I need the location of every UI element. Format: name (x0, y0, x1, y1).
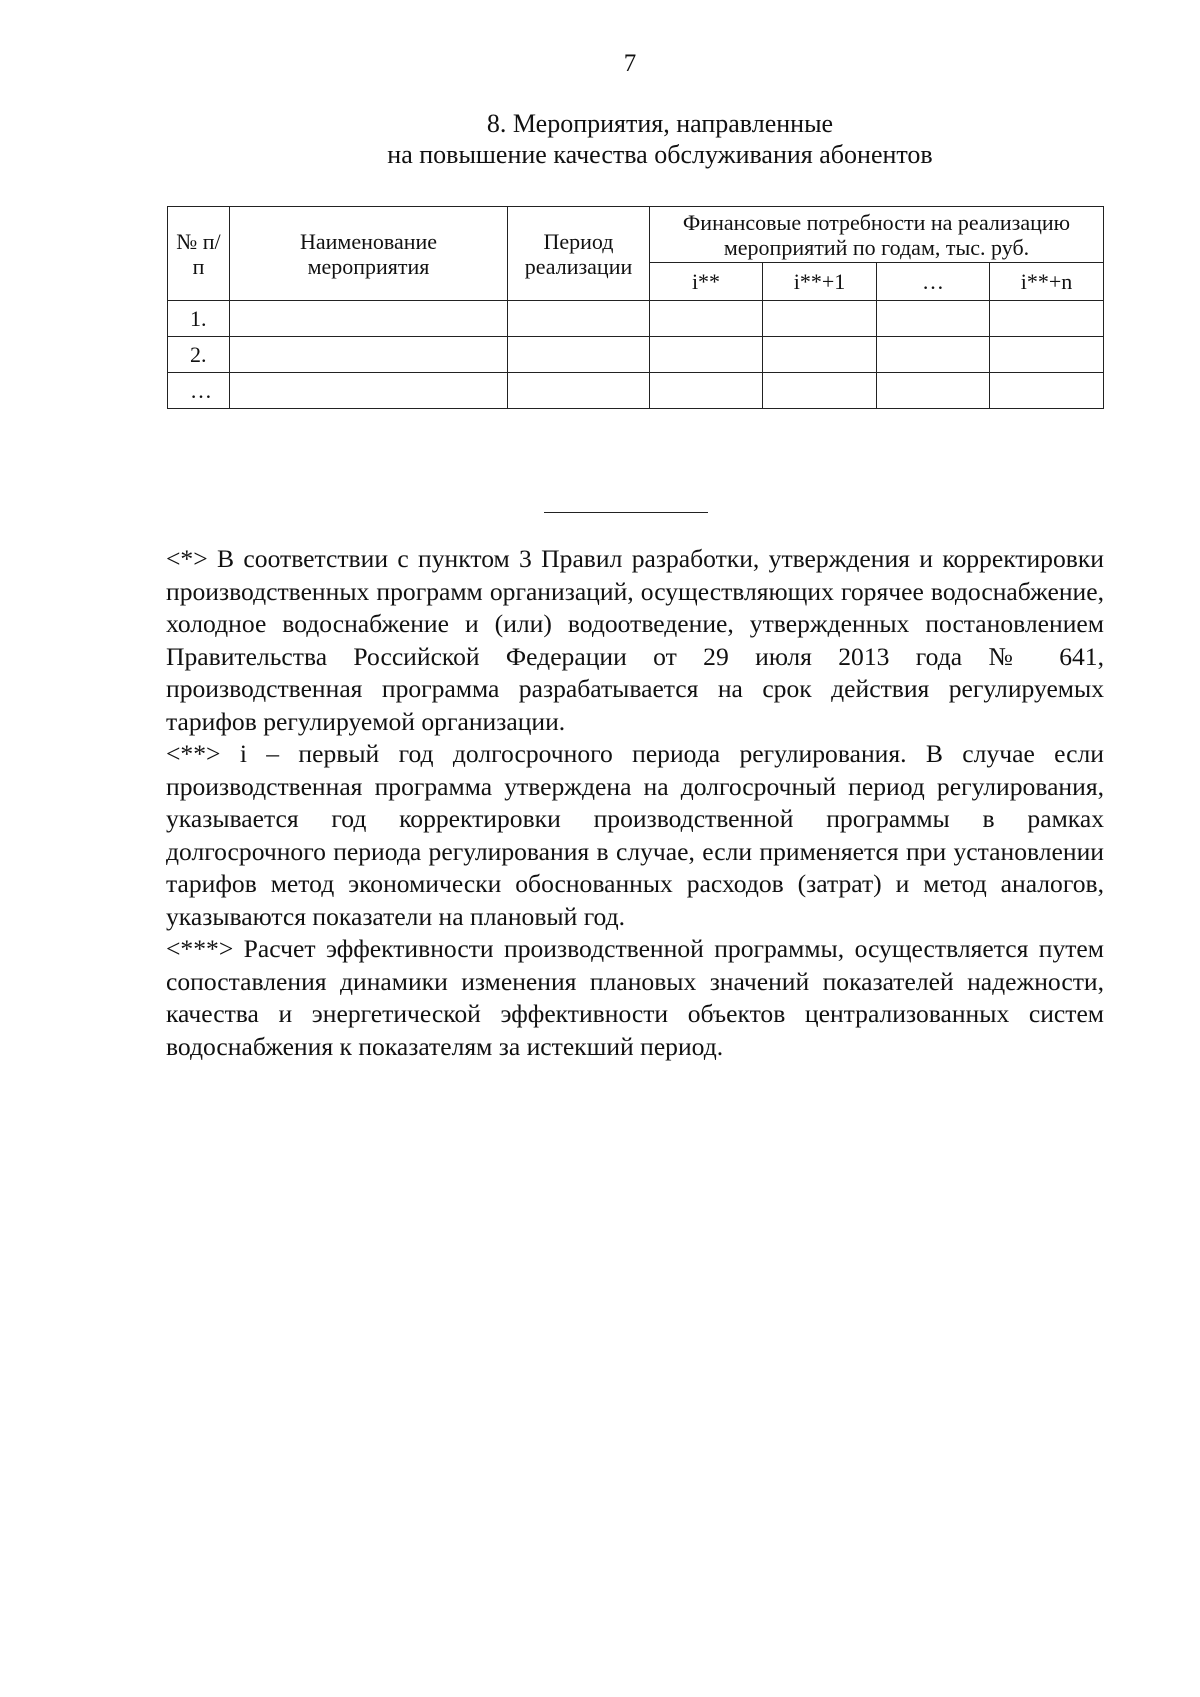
section-heading-line-1: 8. Мероприятия, направленные (486, 109, 834, 138)
section-heading (0, 108, 1200, 170)
row-number: 1. (168, 301, 230, 337)
table-row (168, 337, 1104, 373)
table-cell (230, 337, 508, 373)
footnote-3: <***> Расчет эффективности производственной программы, осуществляется путем сопоставления динамики изменения плановых значений показателей надежности, качества и энергетической эффективности объектов централизованных систем водоснабжения к показателям за истекший период. (166, 934, 1104, 1061)
header-financial-needs: Финансовые потребности на реализацию мероприятий по годам, тыс. руб. (650, 207, 1104, 263)
table-cell (763, 373, 877, 409)
footnote-1: <*> В соответствии с пунктом 3 Правил разработки, утверждения и корректировки производственных программ организаций, осуществляющих горячее водоснабжение, холодное водоснабжение и (или) водоотведение, утвержденных постановлением Правительства Российской Федерации от 29 июля 2013 года № 641, производственная программа разрабатывается на срок действия регулируемых тарифов регулируемой организации. (166, 544, 1104, 736)
header-year-i-plus-1: i**+1 (763, 263, 877, 301)
table-cell (877, 301, 990, 337)
table-row (168, 301, 1104, 337)
header-year-ellipsis: … (877, 263, 990, 301)
footnote-divider (544, 512, 708, 513)
table-cell (877, 337, 990, 373)
table-row (168, 373, 1104, 409)
table-cell (230, 373, 508, 409)
table-cell (508, 337, 650, 373)
table-cell (990, 337, 1104, 373)
table-cell (650, 301, 763, 337)
table-cell (990, 373, 1104, 409)
header-year-i-plus-n: i**+n (990, 263, 1104, 301)
table-cell (650, 337, 763, 373)
table-cell (877, 373, 990, 409)
footnotes (166, 543, 1104, 1063)
table-cell (230, 301, 508, 337)
header-year-i: i** (650, 263, 763, 301)
table-cell (650, 373, 763, 409)
table-cell (763, 301, 877, 337)
header-measure-name: Наименование мероприятия (230, 207, 508, 301)
measures-table (167, 206, 1104, 409)
header-number: № п/п (168, 207, 230, 301)
section-heading-line-2: на повышение качества обслуживания абонентов (387, 140, 933, 169)
row-number: 2. (168, 337, 230, 373)
table-cell (763, 337, 877, 373)
row-number: … (168, 373, 230, 409)
page-number: 7 (623, 50, 637, 77)
table-cell (990, 301, 1104, 337)
footnote-2: <**> i – первый год долгосрочного периода регулирования. В случае если производственная программа утверждена на долгосрочный период регулирования, указывается год корректировки производственной программы в рамках долгосрочного периода регулирования в случае, если применяется при установлении тарифов метод экономически обоснованных расходов (затрат) и метод аналогов, указываются показатели на плановый год. (166, 739, 1104, 931)
table-cell (508, 373, 650, 409)
header-period: Период реализации (508, 207, 650, 301)
table-cell (508, 301, 650, 337)
